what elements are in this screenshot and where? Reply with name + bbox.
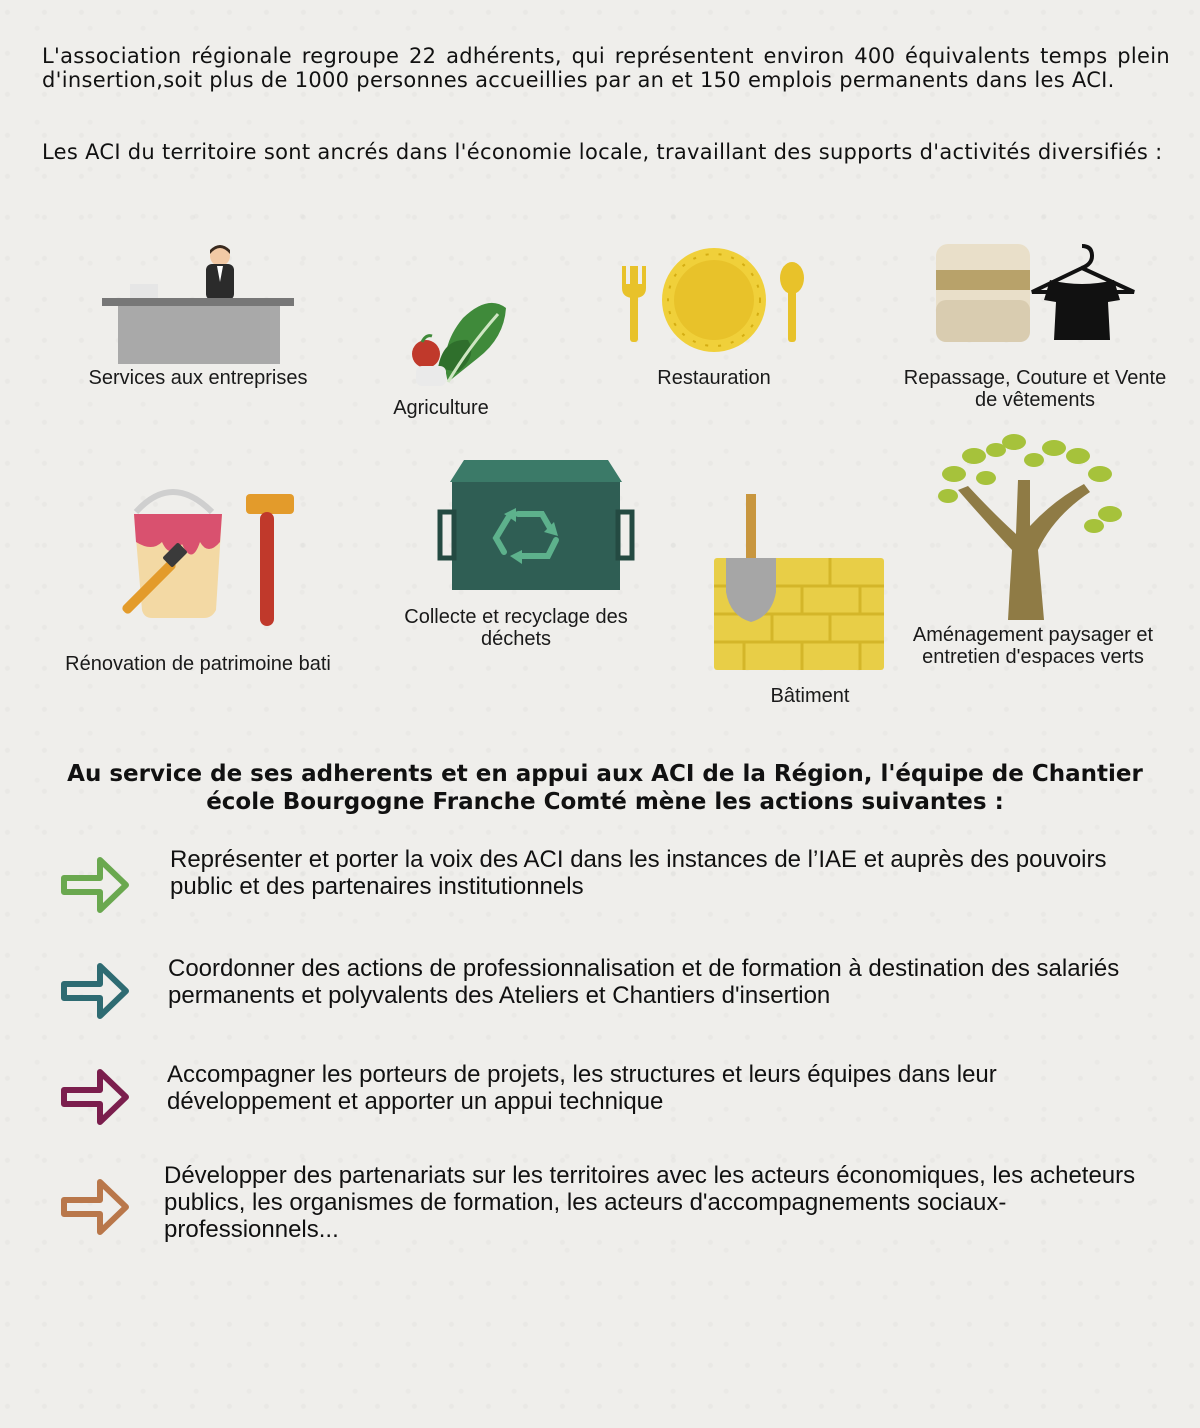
tree-icon (934, 430, 1130, 622)
brick-wall-trowel-icon (712, 492, 886, 672)
action-item-coordinate (60, 955, 1160, 1038)
intro-paragraph-2: Les ACI du territoire sont ancrés dans l'économie locale, travaillant des supports d'activités diversifiés : (42, 140, 1163, 164)
activity-label-recyclage (376, 606, 656, 650)
paint-hammer-icon (112, 486, 298, 632)
arrow-right-icon (60, 1064, 132, 1130)
action-text: Accompagner les porteurs de projets, les structures et leurs équipes dans leur développement et apporter un appui technique (167, 1061, 997, 1115)
activity-label-renovation (60, 653, 336, 675)
recycling-dumpster-icon (438, 456, 634, 592)
intro-paragraph-1: L'association régionale regroupe 22 adhérents, qui représentent environ 400 équivalents temps plein d'insertion,soit plus de 1000 personnes accueillies par an et 150 emplois permanents dans les ACI. (42, 44, 1170, 92)
plate-cutlery-icon (620, 254, 810, 346)
action-item-partnerships (60, 1162, 1160, 1254)
reception-desk-icon (100, 242, 296, 366)
activity-label-restauration: Restauration (657, 367, 771, 389)
action-item-represent (60, 846, 1160, 932)
activity-label-amenagement (898, 624, 1168, 668)
section-title: Au service de ses adherents et en appui aux ACI de la Région, l'équipe de Chantier école Bourgogne Franche Comté mène les actions suivantes : (67, 761, 1143, 815)
action-item-support (60, 1061, 1160, 1144)
activity-label-repassage (900, 367, 1170, 411)
activity-label-batiment: Bâtiment (770, 685, 850, 707)
action-text: Représenter et porter la voix des ACI dans les instances de l’IAE et auprès des pouvoirs public et des partenaires institutionnels (170, 846, 1107, 900)
activity-label-amenagement-text: Aménagement paysager et entretien d'espaces verts (912, 624, 1154, 668)
activity-label-recyclage-text: Collecte et recyclage des déchets (404, 606, 628, 650)
arrow-right-icon (60, 852, 132, 918)
activity-label-repassage-text: Repassage, Couture et Vente de vêtements (903, 367, 1167, 411)
action-text: Développer des partenariats sur les territoires avec les acteurs économiques, les acheteurs publics, les organismes de formation, les acteurs d'accompagnements sociaux-professionnels... (164, 1162, 1136, 1243)
activity-label-agriculture: Agriculture (393, 397, 489, 419)
arrow-right-icon (60, 958, 132, 1024)
vegetables-icon (408, 298, 510, 390)
arrow-right-icon (60, 1174, 132, 1240)
activity-label-renovation-text: Rénovation de patrimoine bati (65, 653, 331, 675)
activity-label-services: Services aux entreprises (88, 367, 308, 389)
clothes-icon (934, 240, 1134, 344)
action-text: Coordonner des actions de professionnalisation et de formation à destination des salariés permanents et polyvalents des Ateliers et Chantiers d'insertion (168, 955, 1120, 1009)
